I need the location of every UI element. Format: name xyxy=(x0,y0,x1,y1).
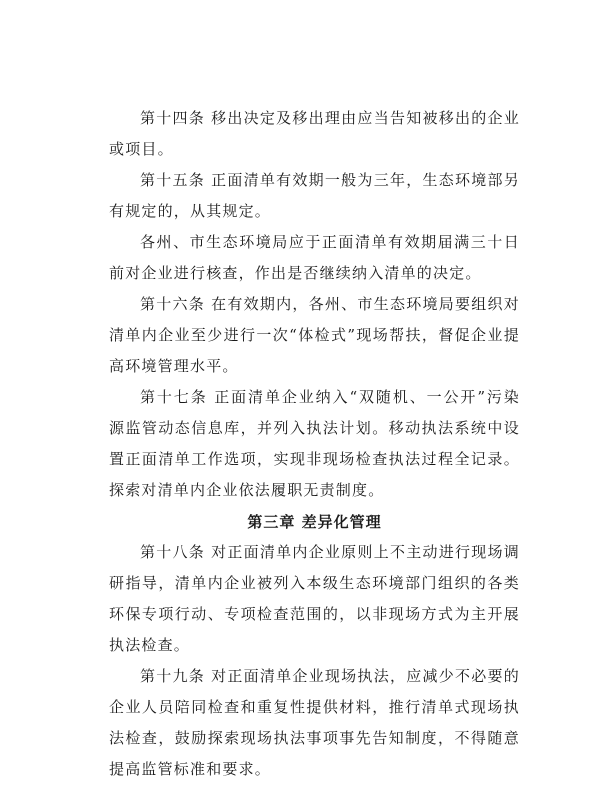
article-17: 第十七条 正面清单企业纳入“双随机、一公开”污染源监管动态信息库，并列入执法计划。移动执法系统中设置正面清单工作选项，实现非现场检查执法过程全记录。探索对清单内企业依法履职无责制度。 xyxy=(109,388,520,499)
article-16: 第十六条 在有效期内，各州、市生态环境局要组织对清单内企业至少进行一次“体检式”现场帮扶，督促企业提高环境管理水平。 xyxy=(109,295,520,375)
article-18: 第十八条 对正面清单内企业原则上不主动进行现场调研指导，清单内企业被列入本级生态环境部门组织的各类环保专项行动、专项检查范围的，以非现场方式为主开展执法检查。 xyxy=(109,543,520,654)
article-15-paragraph-2: 各州、市生态环境局应于正面清单有效期届满三十日前对企业进行核查，作出是否继续纳入清单的决定。 xyxy=(109,233,520,282)
article-19: 第十九条 对正面清单企业现场执法，应减少不必要的企业人员陪同检查和重复性提供材料，推行清单式现场执法检查，鼓励探索现场执法事项事先告知制度，不得随意提高监管标准和要求。 xyxy=(109,667,520,778)
article-15: 第十五条 正面清单有效期一般为三年，生态环境部另有规定的，从其规定。 xyxy=(109,171,520,220)
chapter-heading: 第三章 差异化管理 xyxy=(247,513,382,531)
article-14: 第十四条 移出决定及移出理由应当告知被移出的企业或项目。 xyxy=(109,109,520,158)
